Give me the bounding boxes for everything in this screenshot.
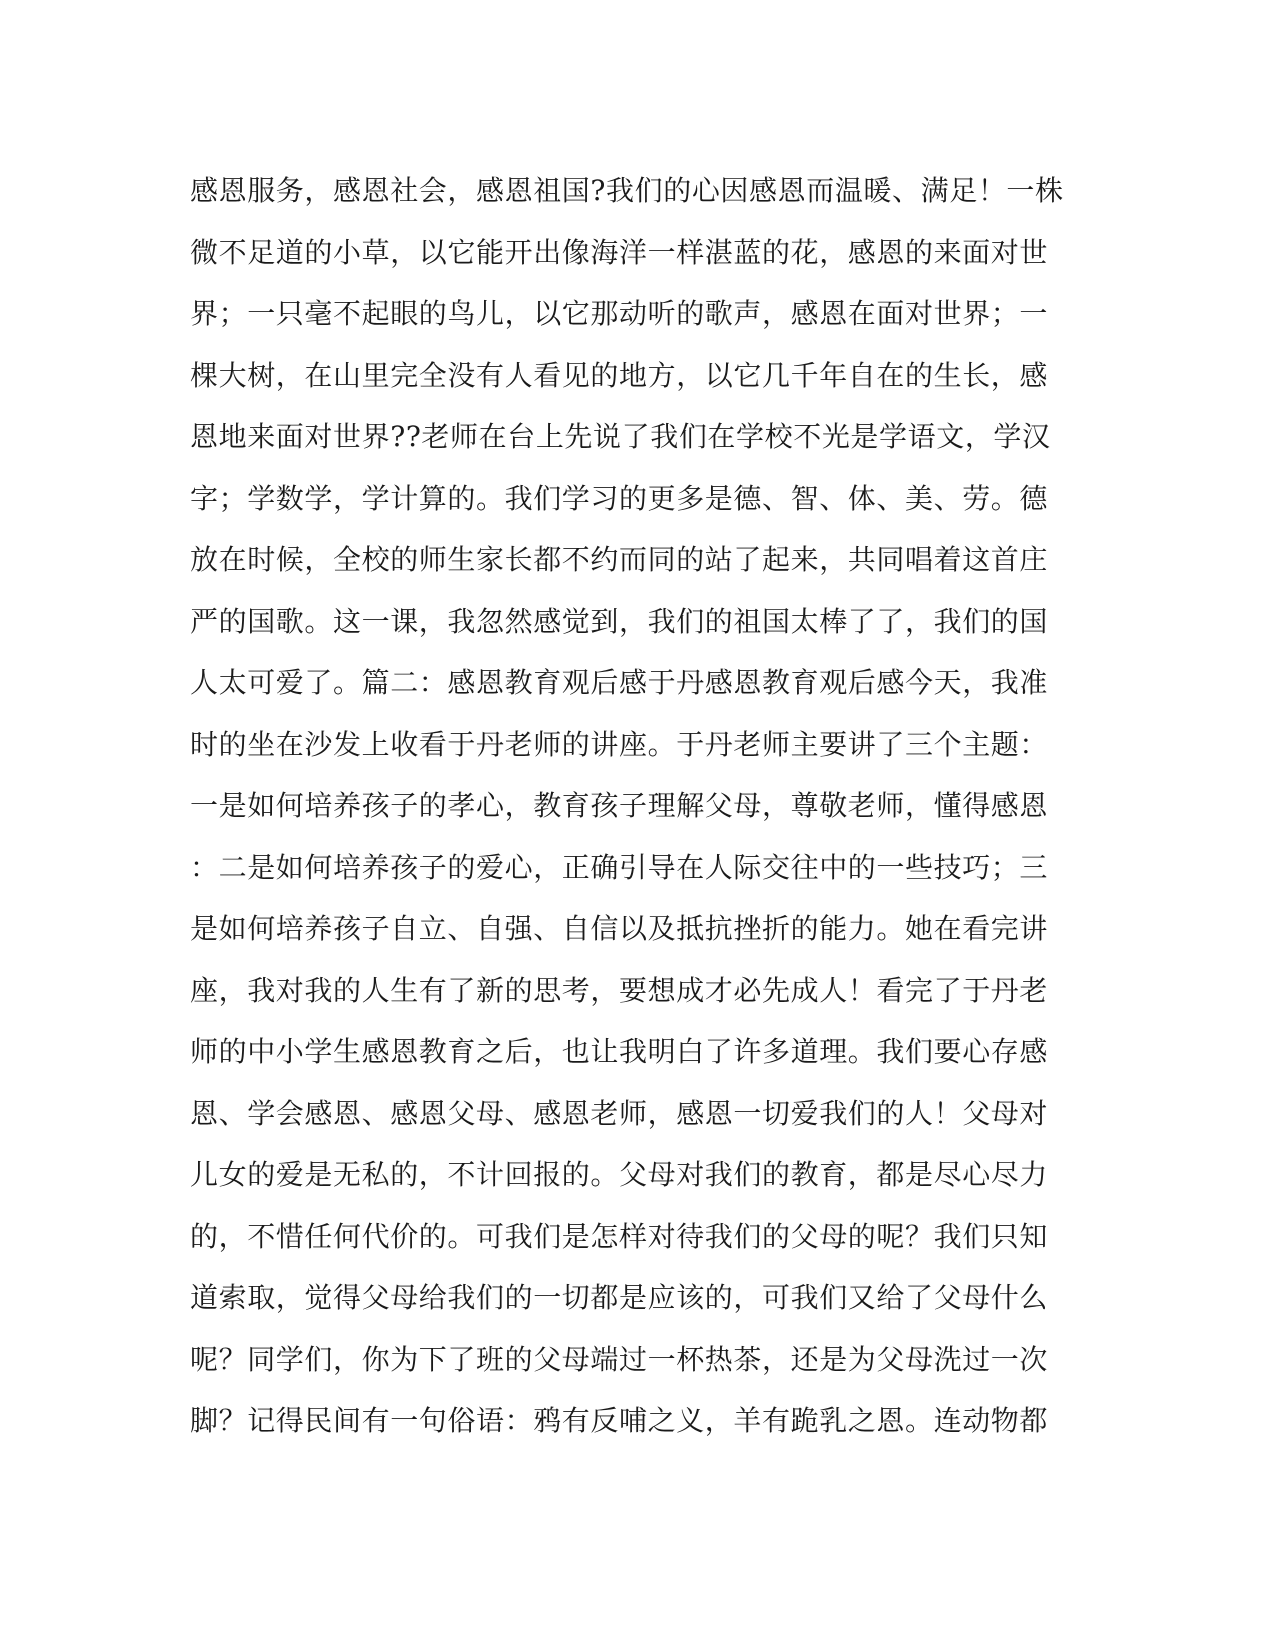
text-line: 人太可爱了。篇二：感恩教育观后感于丹感恩教育观后感今天，我准 (190, 666, 1049, 699)
text-line: 脚？记得民间有一句俗语：鸦有反哺之义，羊有跪乳之恩。连动物都 (190, 1404, 1049, 1437)
text-line: 时的坐在沙发上收看于丹老师的讲座。于丹老师主要讲了三个主题： (190, 727, 1049, 761)
body-text (190, 160, 1070, 1452)
text-line: 的，不惜任何代价的。可我们是怎样对待我们的父母的呢？我们只知 (190, 1219, 1049, 1253)
text-line: 座，我对我的人生有了新的思考，要想成才必先成人！看完了于丹老 (190, 973, 1049, 1007)
text-line: 界；一只毫不起眼的鸟儿，以它那动听的歌声，感恩在面对世界；一 (190, 297, 1049, 330)
text-line: 字；学数学，学计算的。我们学习的更多是德、智、体、美、劳。德 (190, 481, 1049, 515)
text-line: 一是如何培养孩子的孝心，教育孩子理解父母，尊敬老师，懂得感恩 (190, 789, 1049, 822)
text-line: 感恩服务，感恩社会，感恩祖国?我们的心因感恩而温暖、满足！一株 (190, 174, 1064, 207)
text-line: 道索取，觉得父母给我们的一切都是应该的，可我们又给了父母什么 (190, 1281, 1049, 1314)
text-line: 放在时候，全校的师生家长都不约而同的站了起来，共同唱着这首庄 (190, 543, 1049, 576)
text-line: 呢？同学们，你为下了班的父母端过一杯热茶，还是为父母洗过一次 (190, 1342, 1049, 1376)
text-line: ：二是如何培养孩子的爱心，正确引导在人际交往中的一些技巧；三 (190, 850, 1049, 884)
text-line: 是如何培养孩子自立、自强、自信以及抵抗挫折的能力。她在看完讲 (190, 912, 1049, 945)
text-line: 微不足道的小草，以它能开出像海洋一样湛蓝的花，感恩的来面对世 (190, 235, 1049, 269)
text-line: 师的中小学生感恩教育之后，也让我明白了许多道理。我们要心存感 (190, 1035, 1049, 1068)
text-line: 恩、学会感恩、感恩父母、感恩老师，感恩一切爱我们的人！父母对 (190, 1096, 1049, 1130)
text-line: 棵大树，在山里完全没有人看见的地方，以它几千年自在的生长，感 (190, 358, 1049, 392)
text-line: 恩地来面对世界??老师在台上先说了我们在学校不光是学语文，学汉 (190, 420, 1051, 453)
text-line: 严的国歌。这一课，我忽然感觉到，我们的祖国太棒了了，我们的国 (190, 604, 1049, 638)
text-line: 儿女的爱是无私的，不计回报的。父母对我们的教育，都是尽心尽力 (190, 1158, 1049, 1191)
